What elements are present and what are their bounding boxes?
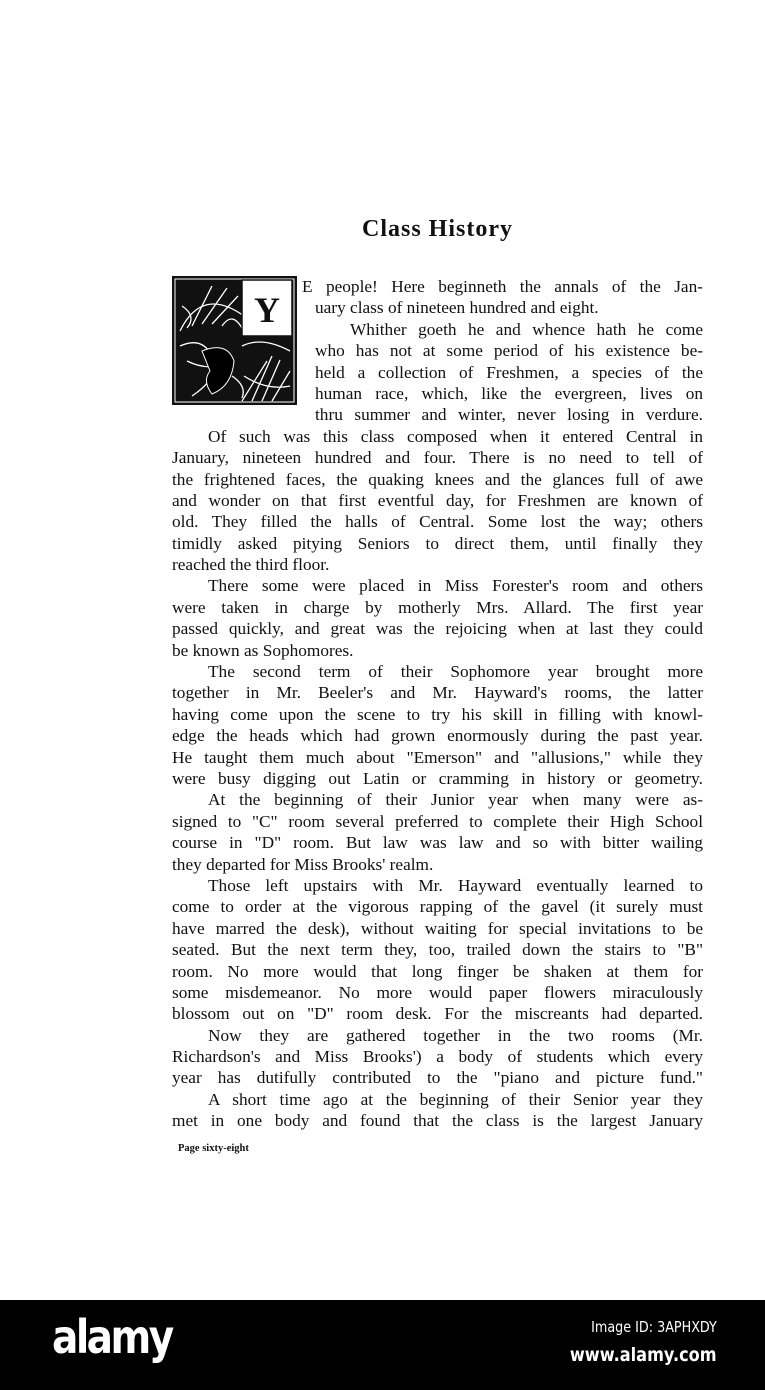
text-line: uary class of nineteen hundred and eight. [315,298,599,318]
text-line: held a collection of Freshmen, a species of the [315,362,703,382]
text-line: have marred the desk), without waiting for special invitations to be [172,918,703,938]
alamy-logo: alamy [52,1310,172,1364]
paragraph [172,319,703,426]
paragraph [172,1089,703,1132]
text-line: January, nineteen hundred and four. There is no need to tell of [172,448,703,468]
text-line: old. They filled the halls of Central. Some lost the way; others [172,512,703,532]
text-line: reached the third floor. [172,555,330,575]
text-line: Whither goeth he and whence hath he come [350,319,703,339]
drop-cap-letter: Y [254,290,280,330]
text-line: having come upon the scene to try his skill in filling with knowl- [172,704,703,724]
text-line: they departed for Miss Brooks' realm. [172,854,434,874]
text-line: room. No more would that long finger be shaken at them for [172,961,703,981]
text-line: the frightened faces, the quaking knees and the glances full of awe [172,469,703,489]
paragraph [172,426,703,576]
text-line: met in one body and found that the class is the largest January [172,1111,703,1131]
text-line: year has dutifully contributed to the "piano and picture fund." [172,1068,703,1088]
text-line: course in "D" room. But law was law and so with bitter wailing [172,833,703,853]
text-line: were busy digging out Latin or cramming in history or geometry. [172,768,703,788]
text-line: and wonder on that first eventful day, for Freshmen are known of [172,490,703,510]
text-line: The second term of their Sophomore year brought more [208,662,703,682]
page-number-label: Page sixty-eight [178,1143,249,1154]
text-line: Those left upstairs with Mr. Hayward eventually learned to [208,875,703,895]
text-line: thru summer and winter, never losing in verdure. [315,405,703,425]
text-line: There some were placed in Miss Forester's room and others [208,576,703,596]
paragraph [172,789,703,875]
paragraph [172,575,703,661]
paragraph [172,661,703,789]
text-line: signed to "C" room several preferred to complete their High School [172,811,703,831]
text-line: A short time ago at the beginning of their Senior year they [208,1089,703,1109]
page-title: Class History [362,216,513,242]
text-line: At the beginning of their Junior year when many were as- [208,790,703,810]
paragraph [172,875,703,1025]
body-text [172,276,703,1132]
text-line: E people! Here beginneth the annals of the Jan- [302,277,703,296]
text-line: timidly asked pitying Seniors to direct them, until finally they [172,533,703,553]
text-line: Of such was this class composed when it entered Central in [208,426,703,446]
text-line: He taught them much about "Emerson" and "allusions," while they [172,747,703,767]
text-line: Richardson's and Miss Brooks') a body of students which every [172,1047,703,1067]
text-line: were taken in charge by motherly Mrs. Allard. The first year [172,597,703,617]
site-url: www.alamy.com [570,1344,717,1366]
text-line: human race, which, like the evergreen, lives on [315,383,703,403]
text-line: passed quickly, and great was the rejoicing when at last they could [172,619,703,639]
paragraph [172,1025,703,1089]
text-line: come to order at the vigorous rapping of the gavel (it surely must [172,897,703,917]
image-id-label: Image ID: 3APHXDY [591,1318,717,1336]
text-line: seated. But the next term they, too, trailed down the stairs to "B" [172,940,703,960]
text-line: be known as Sophomores. [172,640,354,660]
text-line: edge the heads which had grown enormously during the past year. [172,726,703,746]
text-line: who has not at some period of his existence be- [315,341,703,361]
paragraph [172,276,703,319]
watermark-banner [0,1300,765,1390]
text-line: together in Mr. Beeler's and Mr. Hayward's rooms, the latter [172,683,703,703]
text-line: blossom out on "D" room desk. For the miscreants had departed. [172,1004,703,1024]
text-line: Now they are gathered together in the two rooms (Mr. [208,1025,703,1045]
text-line: some misdemeanor. No more would paper flowers miraculously [172,982,703,1002]
